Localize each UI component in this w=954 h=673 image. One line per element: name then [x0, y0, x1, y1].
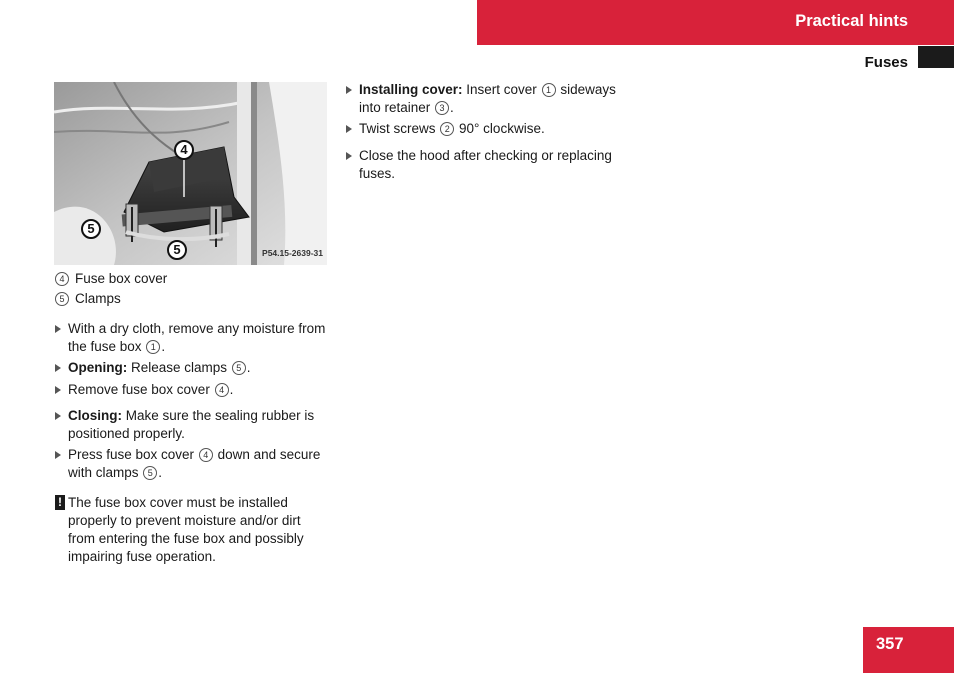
ref-number: 4	[55, 272, 69, 286]
chapter-header-bar	[477, 0, 954, 45]
warning-icon: !	[55, 495, 65, 510]
legend-text: Fuse box cover	[75, 271, 168, 286]
step-text: Close the hood after checking or replacing fuses.	[359, 148, 612, 181]
ref-number: 1	[542, 83, 556, 97]
bullet-arrow-icon	[55, 325, 61, 333]
callout-4: 4	[174, 140, 194, 160]
instruction-step	[345, 81, 625, 117]
step-text: Release clamps	[127, 360, 231, 375]
bullet-arrow-icon	[346, 125, 352, 133]
bullet-arrow-icon	[55, 386, 61, 394]
step-text: Twist screws	[359, 121, 440, 136]
right-column	[345, 81, 625, 183]
ref-number: 5	[55, 292, 69, 306]
ref-number: 5	[232, 361, 246, 375]
page-number-box	[863, 627, 954, 673]
instruction-step	[54, 359, 330, 377]
bullet-arrow-icon	[55, 412, 61, 420]
bullet-arrow-icon	[346, 152, 352, 160]
bullet-arrow-icon	[55, 451, 61, 459]
instruction-step	[54, 320, 330, 356]
step-text: Press fuse box cover	[68, 447, 198, 462]
step-text: .	[229, 382, 234, 397]
step-text: .	[246, 360, 251, 375]
ref-number: 5	[143, 466, 157, 480]
legend-item	[54, 270, 330, 290]
ref-number: 4	[199, 448, 213, 462]
legend-text: Clamps	[75, 291, 121, 306]
bullet-arrow-icon	[346, 86, 352, 94]
step-text: Remove fuse box cover	[68, 382, 214, 397]
step-text: With a dry cloth, remove any moisture from the fuse box	[68, 321, 326, 354]
step-text: .	[161, 339, 166, 354]
page-number: 357	[876, 635, 904, 653]
step-keyword: Installing cover:	[359, 82, 463, 97]
instruction-step	[54, 446, 330, 482]
chapter-title: Practical hints	[795, 12, 908, 30]
warning-note	[54, 494, 330, 566]
ref-number: 2	[440, 122, 454, 136]
section-title: Fuses	[864, 54, 908, 71]
callout-5-left: 5	[81, 219, 101, 239]
step-text: down and secure with clamps	[68, 447, 321, 480]
bullet-arrow-icon	[55, 364, 61, 372]
left-column	[54, 270, 330, 566]
step-text: .	[158, 465, 163, 480]
instruction-step	[345, 120, 625, 138]
step-keyword: Closing:	[68, 408, 122, 423]
section-marker	[918, 46, 954, 68]
step-text: Make sure the sealing rubber is positioned properly.	[68, 408, 315, 441]
step-text: Insert cover	[462, 82, 541, 97]
ref-number: 1	[146, 340, 160, 354]
step-text: sideways into retainer	[359, 82, 616, 115]
instruction-step	[54, 407, 330, 443]
legend-item	[54, 290, 330, 310]
figure-code: P54.15-2639-31	[262, 248, 323, 258]
ref-number: 4	[215, 383, 229, 397]
callout-5-bottom: 5	[167, 240, 187, 260]
step-text: 90° clockwise.	[455, 121, 545, 136]
warning-text: The fuse box cover must be installed properly to prevent moisture and/or dirt from entering the fuse box and possibly impairing fuse operation.	[68, 495, 304, 564]
fuse-box-photo	[54, 82, 327, 265]
ref-number: 3	[435, 101, 449, 115]
instruction-step	[345, 147, 625, 183]
step-keyword: Opening:	[68, 360, 128, 375]
step-text: .	[450, 100, 454, 115]
instruction-step	[54, 381, 330, 399]
